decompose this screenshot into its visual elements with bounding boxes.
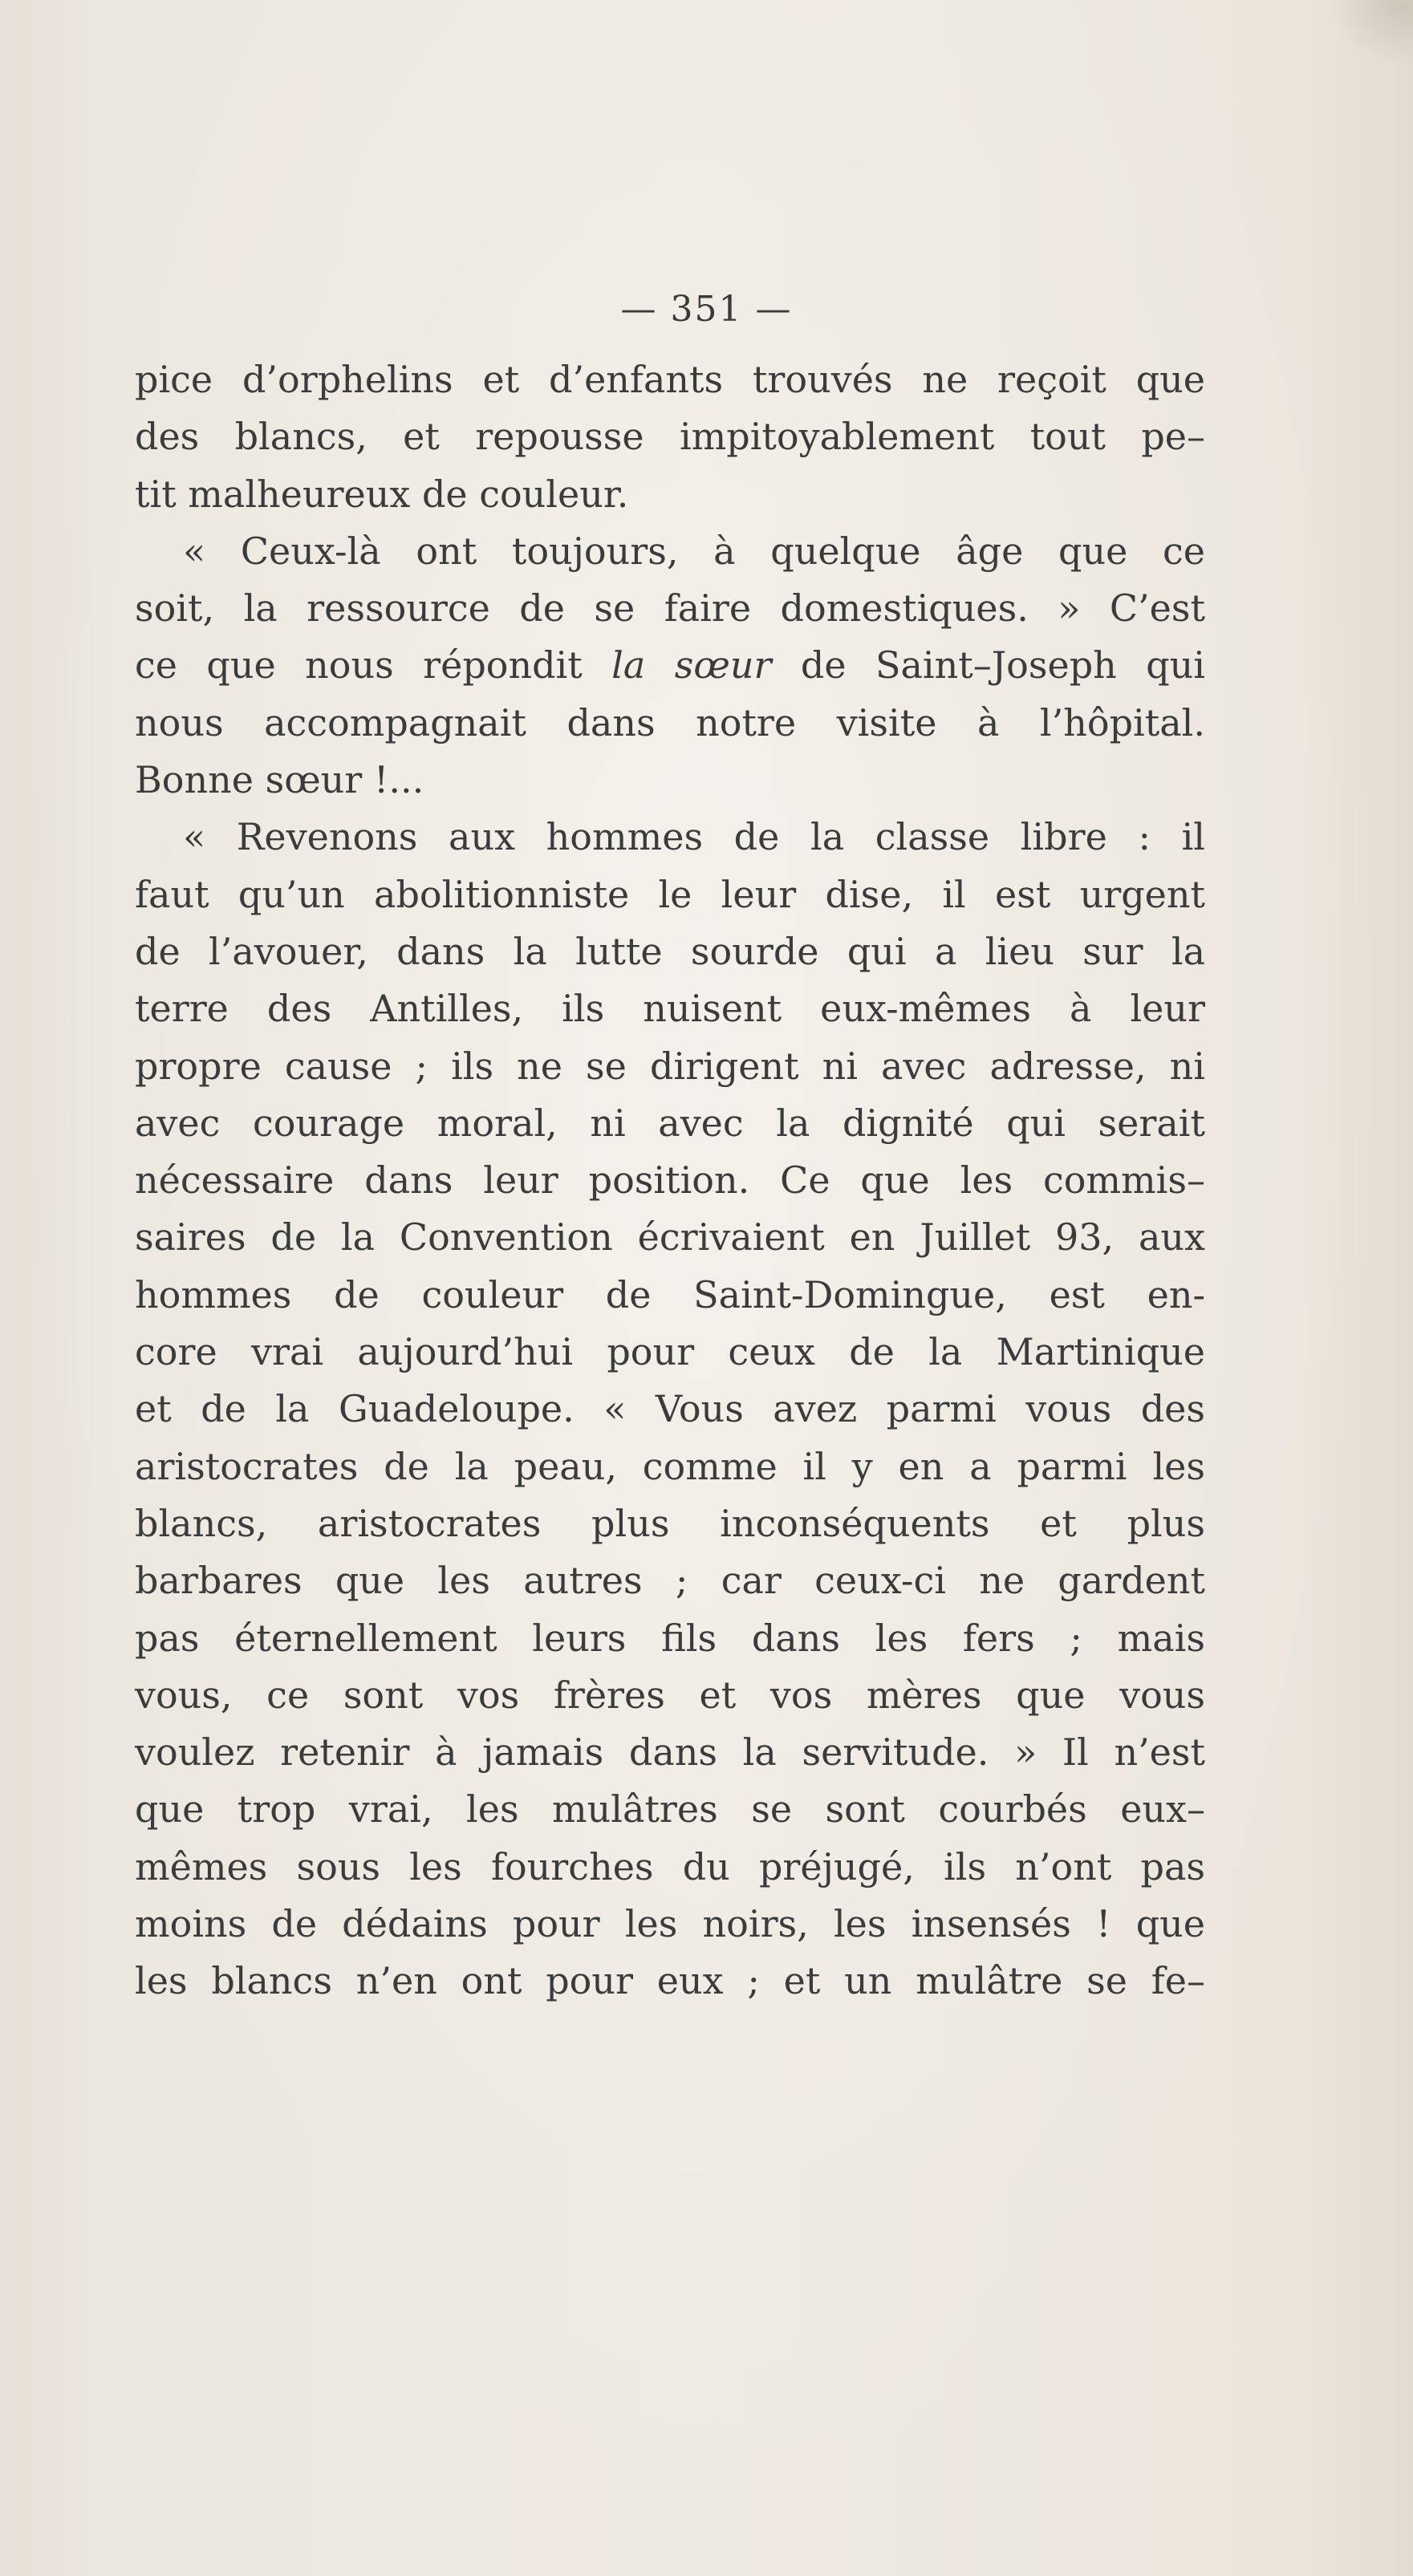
italic-phrase: la sœur xyxy=(611,643,772,688)
text-line-with-italic xyxy=(135,637,1205,694)
text-line: nous accompagnait dans notre visite à l’hôpital. xyxy=(135,700,1205,744)
text-line: saires de la Convention écrivaient en Juillet 93, aux xyxy=(135,1215,1205,1260)
text-line: pas éternellement leurs fils dans les fers ; mais xyxy=(135,1616,1205,1660)
text-line: voulez retenir à jamais dans la servitude. » Il n’est xyxy=(135,1730,1205,1775)
text-line: soit, la ressource de se faire domestiques. » C’est xyxy=(135,586,1205,631)
text-line: propre cause ; ils ne se dirigent ni avec adresse, ni xyxy=(135,1044,1205,1088)
text-segment: ce que nous répondit xyxy=(135,643,612,688)
text-line: moins de dédains pour les noirs, les insensés ! que xyxy=(135,1902,1205,1946)
text-line: tit malheureux de couleur. xyxy=(135,472,629,516)
text-line: nécessaire dans leur position. Ce que les commis– xyxy=(135,1158,1205,1203)
text-line: terre des Antilles, ils nuisent eux-mêmes à leur xyxy=(135,987,1205,1031)
text-line: pice d’orphelins et d’enfants trouvés ne reçoit que xyxy=(135,358,1205,401)
body-text xyxy=(135,351,1205,2010)
text-line: avec courage moral, ni avec la dignité qui serait xyxy=(135,1101,1205,1145)
text-line: des blancs, et repousse impitoyablement tout pe– xyxy=(135,415,1205,459)
text-line: « Revenons aux hommes de la classe libre : il xyxy=(183,815,1205,859)
text-line: « Ceux-là ont toujours, à quelque âge que ce xyxy=(183,529,1205,573)
text-line: aristocrates de la peau, comme il y en a parmi les xyxy=(135,1444,1205,1488)
text-line: blancs, aristocrates plus inconséquents et plus xyxy=(135,1501,1205,1545)
text-line: vous, ce sont vos frères et vos mères que vous xyxy=(135,1673,1205,1717)
corner-stain xyxy=(1317,0,1413,72)
text-line: core vrai aujourd’hui pour ceux de la Martinique xyxy=(135,1330,1205,1374)
text-line: de l’avouer, dans la lutte sourde qui a lieu sur la xyxy=(135,929,1205,973)
text-line: que trop vrai, les mulâtres se sont courbés eux– xyxy=(135,1787,1205,1832)
text-line: hommes de couleur de Saint-Domingue, est en- xyxy=(135,1272,1205,1316)
text-line: faut qu’un abolitionniste le leur dise, il est urgent xyxy=(135,872,1205,916)
page-number: — 351 — xyxy=(620,289,793,330)
text-line: mêmes sous les fourches du préjugé, ils n’ont pas xyxy=(135,1844,1205,1888)
text-line: Bonne sœur !... xyxy=(135,758,424,802)
text-line: et de la Guadeloupe. « Vous avez parmi vous des xyxy=(135,1387,1205,1431)
text-line: barbares que les autres ; car ceux-ci ne gardent xyxy=(135,1559,1205,1603)
text-line: les blancs n’en ont pour eux ; et un mulâtre se fe– xyxy=(135,1959,1205,2003)
text-segment: de Saint–Joseph qui xyxy=(771,643,1205,688)
